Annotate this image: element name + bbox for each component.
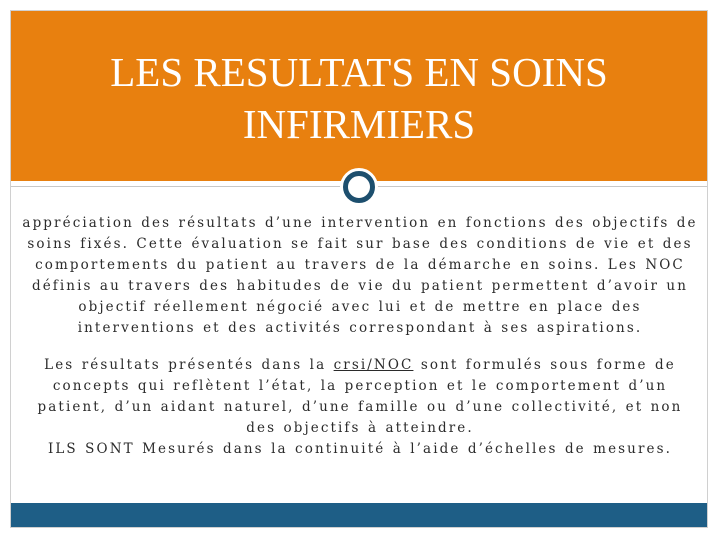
- bottom-bar: [11, 503, 707, 527]
- title-band: [11, 11, 707, 181]
- paragraph-2: [22, 355, 698, 439]
- body-text: [22, 213, 698, 460]
- paragraph-3: ILS SONT Mesurés dans la continuité à l’aide d’échelles de mesures.: [47, 441, 673, 457]
- divider-circle-icon: [340, 168, 378, 206]
- slide-title: LES RESULTATS EN SOINS INFIRMIERS: [110, 49, 608, 147]
- paragraph-2-text-after: sont formulés sous forme de concepts qui reflètent l’état, la perception et le comportement d’un patient, d’un aidant naturel, d’une famille ou d’une collectivité, et non des objectifs à atteindre.: [37, 357, 683, 436]
- noc-reference-link[interactable]: crsi/NOC: [333, 357, 414, 373]
- paragraph-1: appréciation des résultats d’une intervention en fonctions des objectifs de soins fixés. Cette évaluation se fait sur base des conditions de vie et des comportements du patient au travers de la démarche en soins. Les NOC définis au travers des habitudes de vie du patient permettent d’avoir un objectif réellement négocié avec lui et de mettre en place des interventions et des activités correspondant à ses aspirations.: [22, 215, 698, 336]
- ring-icon: [343, 171, 375, 203]
- paragraph-2-text-before: Les résultats présentés dans la: [44, 357, 334, 373]
